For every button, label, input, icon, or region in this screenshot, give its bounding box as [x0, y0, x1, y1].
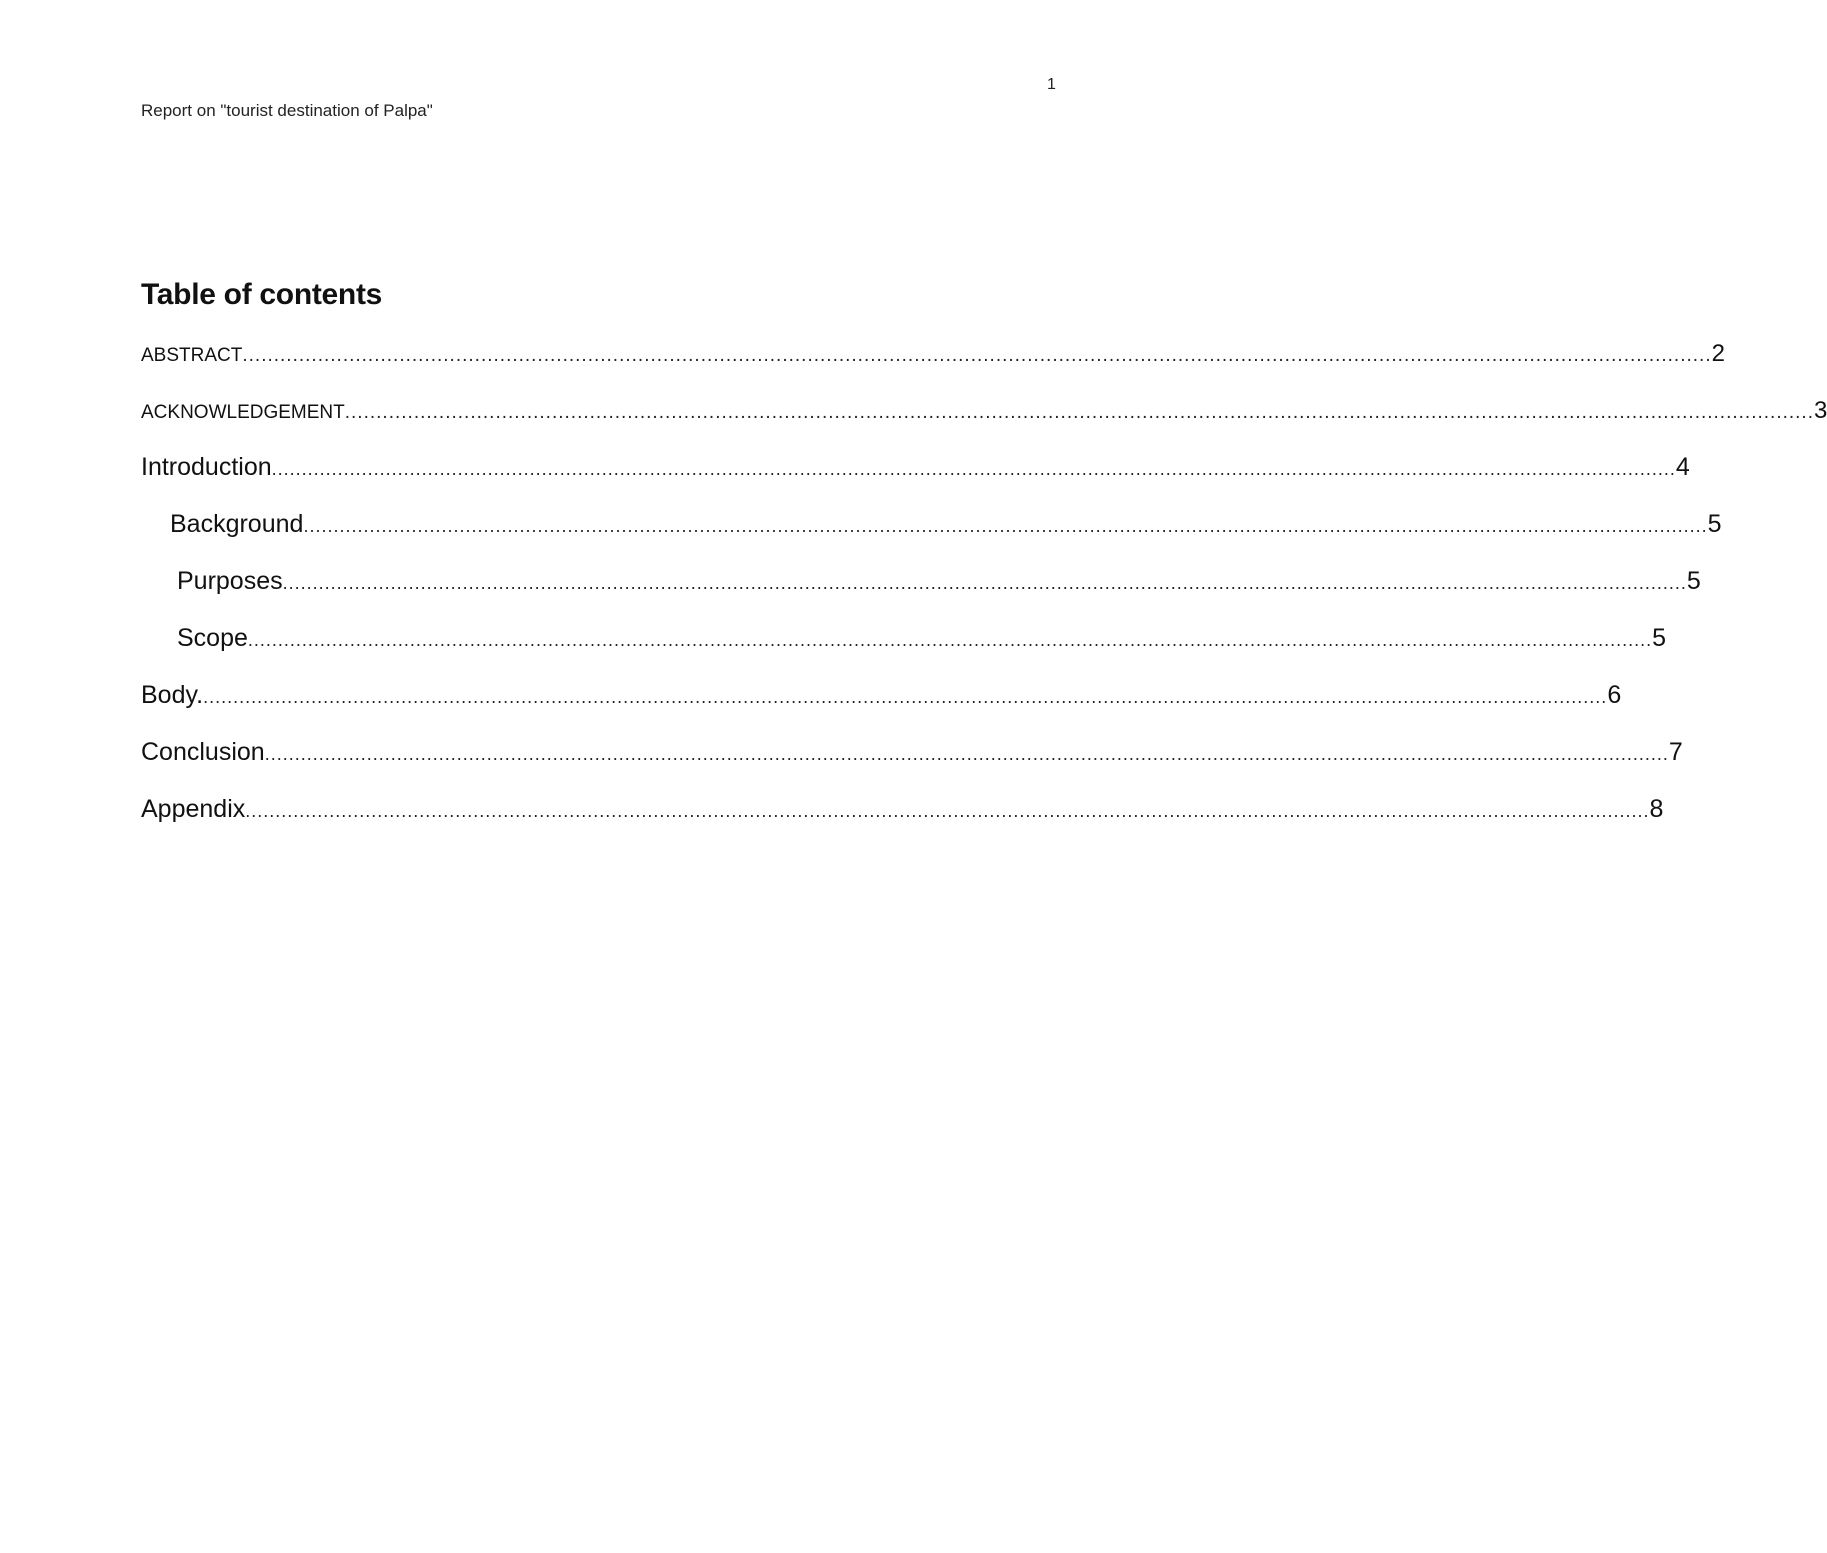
- toc-entry-scope[interactable]: [177, 624, 1667, 658]
- toc-leader-dots: ..........................................................................................................................................................................................................................................: [264, 744, 1669, 764]
- toc-entry-label: Conclusion: [141, 738, 265, 766]
- toc-leader-dots: ..........................................................................................................................................................................................................................................: [303, 516, 1708, 536]
- toc-heading: Table of contents: [141, 278, 383, 311]
- toc-entry-page: 8: [1649, 795, 1664, 823]
- toc-entry-page: 6: [1607, 681, 1622, 709]
- toc-entry-label: Appendix: [141, 795, 246, 823]
- toc-entry-label: ACKNOWLEDGEMENT: [141, 402, 345, 423]
- toc-leader-dots: ..........................................................................................................................................................................................................................................: [245, 801, 1650, 821]
- toc-entry-page: 2: [1711, 340, 1725, 367]
- toc-entry-page: 3: [1814, 397, 1827, 424]
- toc-leader-dots: ..........................................................................................................................................................................................................................................: [271, 459, 1676, 479]
- toc-leader-dots: ..........................................................................................................................................................................................................................................: [203, 687, 1608, 707]
- toc-entry-acknowledgement[interactable]: [141, 397, 1827, 431]
- toc-entry-page: 5: [1652, 624, 1667, 652]
- toc-entry-page: 7: [1668, 738, 1683, 766]
- toc-entry-label: Purposes: [177, 567, 283, 595]
- toc-entry-page: 5: [1686, 567, 1701, 595]
- toc-entry-label: Scope: [177, 624, 248, 652]
- toc-leader-dots: ..........................................................................................................................................................................................................................................: [344, 402, 1814, 423]
- toc-entry-background[interactable]: [170, 510, 1722, 544]
- toc-entry-body[interactable]: [141, 681, 1622, 715]
- toc-leader-dots: ..........................................................................................................................................................................................................................................: [247, 630, 1653, 650]
- toc-leader-dots: ..........................................................................................................................................................................................................................................: [242, 345, 1712, 366]
- toc-entry-purposes[interactable]: [177, 567, 1701, 601]
- toc-entry-label: ABSTRACT: [141, 345, 243, 366]
- toc-entry-label: Background: [170, 510, 304, 538]
- toc-leader-dots: ..........................................................................................................................................................................................................................................: [282, 573, 1687, 593]
- toc-entry-page: 4: [1675, 453, 1690, 481]
- running-header: Report on "tourist destination of Palpa": [141, 101, 433, 120]
- toc-entry-appendix[interactable]: [141, 795, 1664, 829]
- toc-entry-label: Introduction: [141, 453, 272, 481]
- toc-entry-abstract[interactable]: [141, 340, 1725, 374]
- toc-entry-label: Body.: [141, 681, 204, 709]
- page-number: 1: [1047, 76, 1056, 93]
- toc-entry-conclusion[interactable]: [141, 738, 1683, 772]
- toc-entry-page: 5: [1707, 510, 1722, 538]
- toc-entry-introduction[interactable]: [141, 453, 1690, 487]
